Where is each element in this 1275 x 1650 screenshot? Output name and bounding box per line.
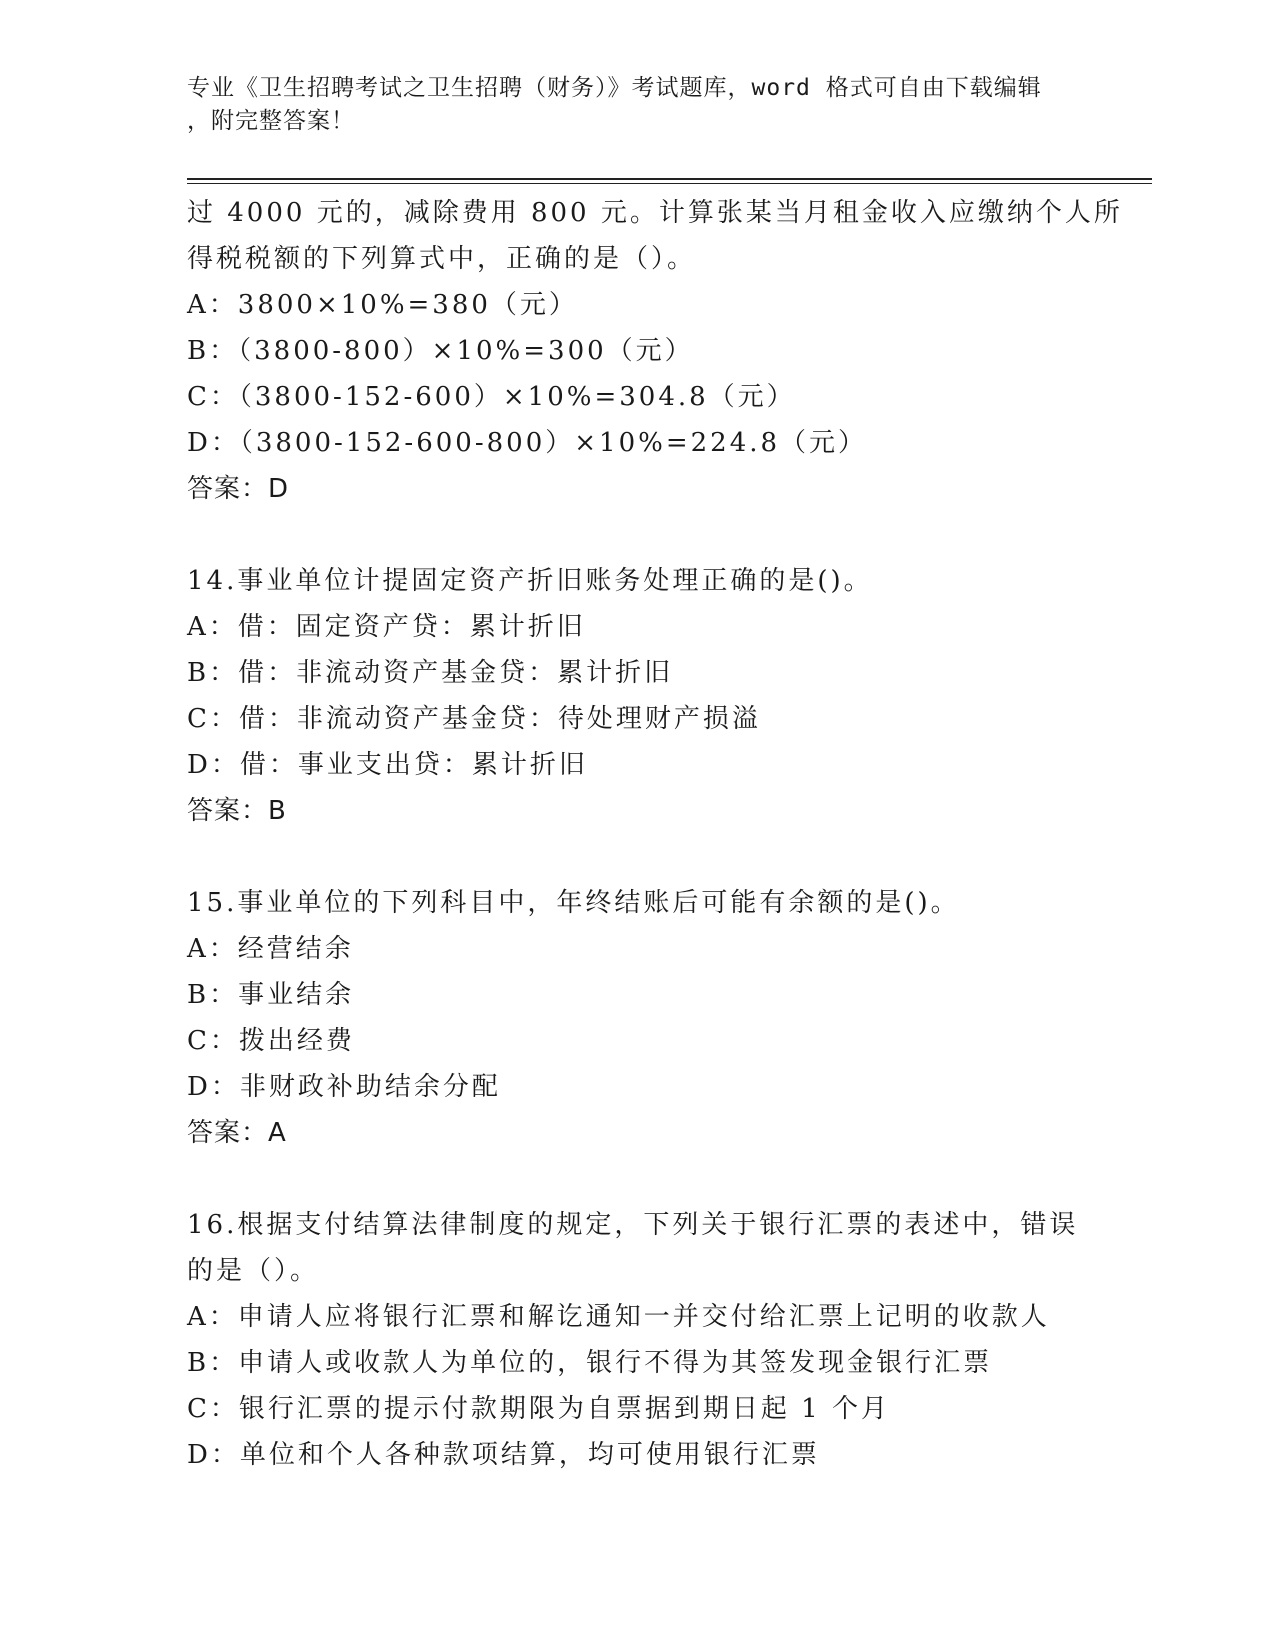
answer-label: 答案：A bbox=[187, 1118, 287, 1148]
question-text: 的是（）。 bbox=[187, 1256, 320, 1286]
question-content bbox=[187, 190, 1123, 1478]
answer-label: 答案：D bbox=[187, 474, 290, 504]
question-14 bbox=[187, 558, 1087, 834]
question-text: 14.事业单位计提固定资产折旧账务处理正确的是()。 bbox=[187, 566, 873, 596]
question-text: 过 4000 元的，减除费用 800 元。计算张某当月租金收入应缴纳个人所 bbox=[187, 198, 1123, 228]
header-rule-thick bbox=[187, 178, 1152, 180]
option-c: C：银行汇票的提示付款期限为自票据到期日起 1 个月 bbox=[187, 1394, 890, 1424]
option-b: B：事业结余 bbox=[187, 980, 355, 1010]
option-b: B：借：非流动资产基金贷：累计折旧 bbox=[187, 658, 674, 688]
option-a: A：经营结余 bbox=[187, 934, 354, 964]
option-b: B：申请人或收款人为单位的，银行不得为其签发现金银行汇票 bbox=[187, 1348, 993, 1378]
question-text: 15.事业单位的下列科目中，年终结账后可能有余额的是()。 bbox=[187, 888, 960, 918]
spacer bbox=[187, 1156, 1087, 1202]
option-c: C：拨出经费 bbox=[187, 1026, 355, 1056]
option-d: D：（3800-152-600-800）×10%=224.8（元） bbox=[187, 428, 868, 458]
question-15 bbox=[187, 880, 1087, 1156]
question-13 bbox=[187, 190, 1123, 512]
answer-label: 答案：B bbox=[187, 796, 287, 826]
option-d: D：单位和个人各种款项结算，均可使用银行汇票 bbox=[187, 1440, 820, 1470]
option-c: C：借：非流动资产基金贷：待处理财产损溢 bbox=[187, 704, 761, 734]
header-line-1: 专业《卫生招聘考试之卫生招聘（财务）》考试题库，word 格式可自由下载编辑 bbox=[187, 75, 1042, 101]
question-text: 16.根据支付结算法律制度的规定，下列关于银行汇票的表述中，错误 bbox=[187, 1210, 1079, 1240]
option-a: A：借：固定资产贷：累计折旧 bbox=[187, 612, 586, 642]
option-a: A：申请人应将银行汇票和解讫通知一并交付给汇票上记明的收款人 bbox=[187, 1302, 1050, 1332]
header-line-2: ，附完整答案！ bbox=[187, 108, 355, 134]
option-b: B：（3800-800）×10%=300（元） bbox=[187, 336, 694, 366]
question-16 bbox=[187, 1202, 1087, 1478]
option-d: D：非财政补助结余分配 bbox=[187, 1072, 501, 1102]
spacer bbox=[187, 512, 1087, 558]
option-a: A：3800×10%=380（元） bbox=[187, 290, 578, 320]
question-text: 得税税额的下列算式中，正确的是（）。 bbox=[187, 244, 697, 274]
spacer bbox=[187, 834, 1087, 880]
option-d: D：借：事业支出贷：累计折旧 bbox=[187, 750, 588, 780]
header-rule-thin bbox=[187, 183, 1152, 184]
document-header bbox=[187, 72, 1087, 138]
option-c: C：（3800-152-600）×10%=304.8（元） bbox=[187, 382, 796, 412]
